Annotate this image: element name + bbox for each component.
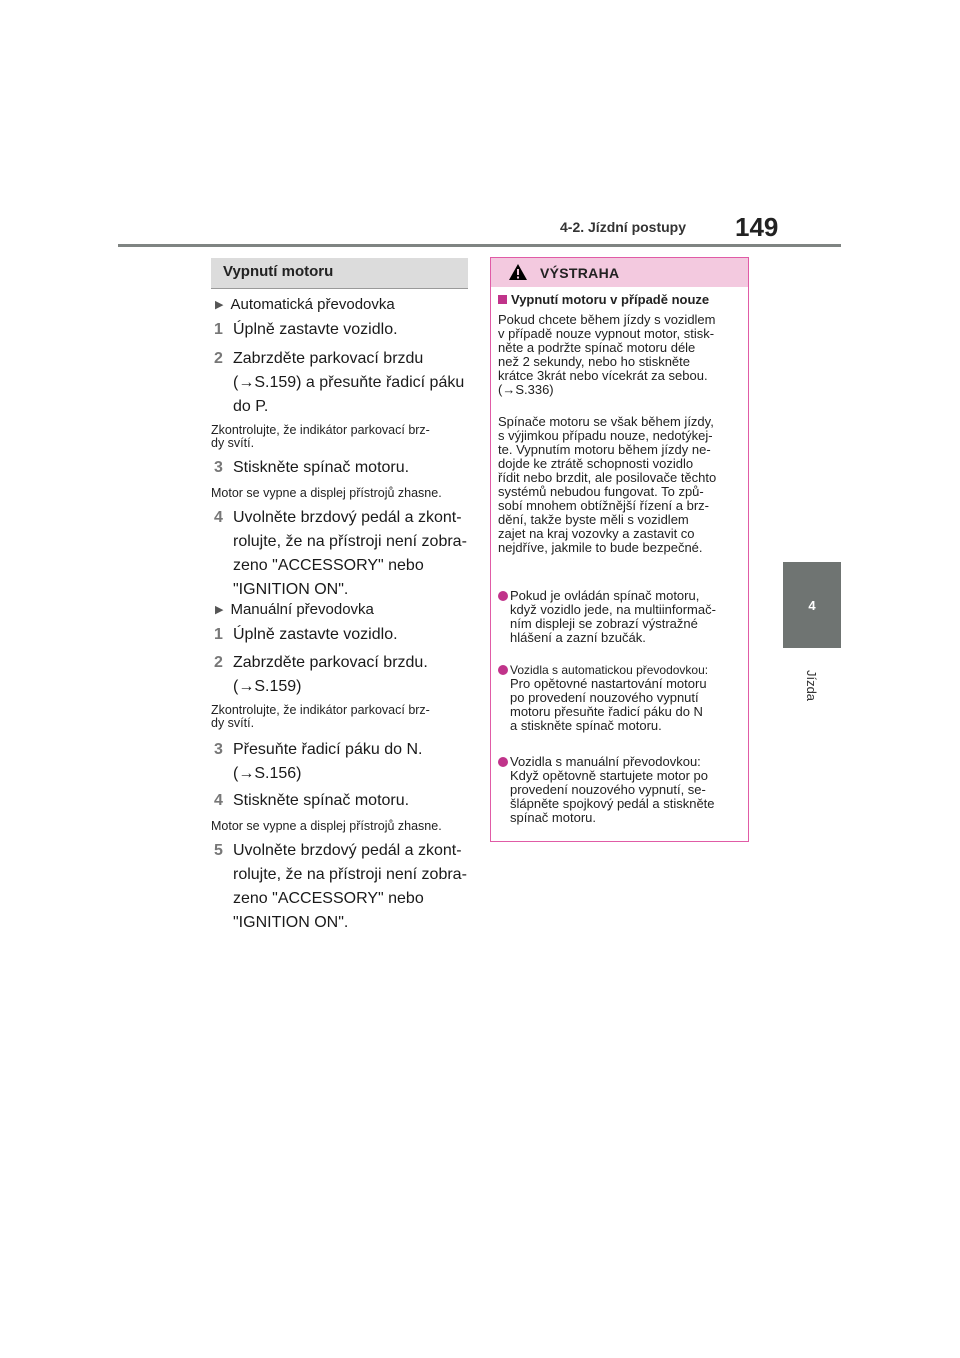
warning-line: v případě nouze vypnout motor, stisk-: [498, 326, 715, 341]
note-line: Zkontrolujte, že indikátor parkovací brz-: [211, 703, 430, 717]
warning-paragraph: [498, 415, 738, 555]
section-title: 4-2. Jízdní postupy: [560, 219, 687, 235]
step-text: Stiskněte spínač motoru.: [233, 792, 410, 809]
step-item: [214, 651, 476, 699]
warning-line: dění, takže byste měli s vozidlem: [498, 512, 689, 527]
step-number: 5: [214, 842, 223, 859]
square-bullet-icon: [498, 295, 507, 304]
warning-line: Pro opětovné nastartování motoru: [510, 676, 707, 691]
step-text: Uvolněte brzdový pedál a zkont-: [233, 842, 462, 859]
subsection-title: Manuální převodovka: [230, 601, 374, 618]
note-line: dy svítí.: [211, 436, 255, 450]
warning-line: Když opětovně startujete motor po: [510, 768, 709, 783]
warning-header: [491, 258, 748, 287]
warning-line: motoru přesuňte řadicí páku do N: [510, 704, 703, 719]
warning-line: spínač motoru.: [510, 810, 596, 825]
warning-line: hlášení a zazní bzučák.: [510, 630, 646, 645]
warning-bullet: [498, 663, 738, 733]
step-text: Přesuňte řadicí páku do N.: [233, 741, 423, 758]
warning-subheading: [498, 293, 738, 307]
warning-line: s výjimkou případu nouze, nedotýkej-: [498, 428, 713, 443]
step-number: 1: [214, 321, 223, 338]
step-text: Stiskněte spínač motoru.: [233, 459, 410, 476]
warning-line: krátce 3krát nebo vícekrát za sebou.: [498, 368, 708, 383]
note-line: Zkontrolujte, že indikátor parkovací brz-: [211, 423, 430, 437]
warning-line: po provedení nouzového vypnutí: [510, 690, 699, 705]
chapter-label-container: [784, 655, 840, 715]
step-item: [214, 347, 476, 419]
subsection-automatic: [215, 296, 395, 313]
chapter-label: Jízda: [804, 669, 820, 701]
warning-line: systémů nebudou fungovat. To způ-: [498, 484, 704, 499]
step-number: 3: [214, 741, 223, 758]
step-text: do P.: [233, 398, 269, 415]
warning-line: (→S.336): [498, 382, 554, 397]
page-number: 149: [735, 212, 779, 242]
step-text: zeno "ACCESSORY" nebo: [233, 557, 424, 574]
warning-line: šlápněte spojkový pedál a stiskněte: [510, 796, 715, 811]
step-item: [214, 738, 476, 786]
warning-line: něte a podržte spínač motoru déle: [498, 340, 696, 355]
step-number: 2: [214, 350, 223, 367]
step-text: Uvolněte brzdový pedál a zkont-: [233, 509, 462, 526]
warning-line: když vozidlo jede, na multiinformač-: [510, 602, 716, 617]
step-item: [214, 506, 476, 602]
step-item: [214, 623, 476, 647]
warning-line: provedení nouzového vypnutí, se-: [510, 782, 706, 797]
warning-line: te. Vypnutím motoru během jízdy ne-: [498, 442, 711, 457]
note-line: dy svítí.: [211, 716, 255, 730]
step-text: (→S.156): [233, 765, 302, 782]
subsection-manual: [215, 601, 374, 618]
step-item: [214, 318, 476, 342]
step-text: "IGNITION ON".: [233, 914, 349, 931]
warning-line: Vozidla s manuální převodovkou:: [510, 754, 701, 769]
header-divider: [118, 244, 841, 247]
step-text: "IGNITION ON".: [233, 581, 349, 598]
warning-line: Vozidla s automatickou převodovkou:: [510, 663, 709, 677]
warning-line: Spínače motoru se však během jízdy,: [498, 414, 714, 429]
warning-line: dojde ke ztrátě schopnosti vozidlo: [498, 456, 694, 471]
triangle-bullet-icon: ▶: [215, 299, 224, 311]
warning-title: VÝSTRAHA: [540, 265, 620, 281]
warning-line: ním displeji se zobrazí výstražné: [510, 616, 698, 631]
note-line: Motor se vypne a displej přístrojů zhasne.: [211, 486, 442, 500]
step-text: rolujte, že na přístroji není zobra-: [233, 533, 467, 550]
warning-line: řídit nebo brzdit, ale posilovače těchto: [498, 470, 717, 485]
warning-bullet: [498, 589, 738, 645]
step-text: zeno "ACCESSORY" nebo: [233, 890, 424, 907]
subsection-title: Automatická převodovka: [230, 296, 395, 313]
warning-line: Pokud chcete během jízdy s vozidlem: [498, 312, 716, 327]
warning-line: a stiskněte spínač motoru.: [510, 718, 662, 733]
warning-subheading-text: Vypnutí motoru v případě nouze: [511, 292, 710, 307]
step-number: 3: [214, 459, 223, 476]
step-item: [214, 789, 476, 813]
section-heading: Vypnutí motoru: [211, 258, 468, 289]
circle-bullet-icon: [498, 757, 508, 767]
chapter-tab: 4: [783, 562, 841, 648]
note: [211, 820, 469, 833]
circle-bullet-icon: [498, 665, 508, 675]
note: [211, 487, 469, 500]
warning-bullet: [498, 755, 738, 825]
warning-line: sobí mnohem obtížnější řízení a brz-: [498, 498, 709, 513]
note: [211, 704, 469, 730]
warning-line: zajet na kraj vozovky a zastavit co: [498, 526, 695, 541]
warning-box: [490, 257, 749, 842]
step-number: 4: [214, 792, 223, 809]
step-text: rolujte, že na přístroji není zobra-: [233, 866, 467, 883]
triangle-bullet-icon: ▶: [215, 604, 224, 616]
warning-triangle-icon: [508, 263, 528, 281]
step-number: 2: [214, 654, 223, 671]
step-text: Zabrzděte parkovací brzdu: [233, 350, 424, 367]
step-text: Zabrzděte parkovací brzdu.: [233, 654, 428, 671]
step-text: Úplně zastavte vozidlo.: [233, 626, 398, 643]
step-text: (→S.159): [233, 678, 302, 695]
circle-bullet-icon: [498, 591, 508, 601]
step-number: 1: [214, 626, 223, 643]
step-item: [214, 839, 476, 935]
note: [211, 424, 469, 450]
step-item: [214, 456, 476, 480]
step-text: Úplně zastavte vozidlo.: [233, 321, 398, 338]
warning-line: než 2 sekundy, nebo ho stiskněte: [498, 354, 690, 369]
warning-paragraph: [498, 313, 738, 397]
warning-line: nejdříve, jakmile to bude bezpečné.: [498, 540, 703, 555]
warning-line: Pokud je ovládán spínač motoru,: [510, 588, 700, 603]
step-number: 4: [214, 509, 223, 526]
step-text: (→S.159) a přesuňte řadicí páku: [233, 374, 465, 391]
note-line: Motor se vypne a displej přístrojů zhasne.: [211, 819, 442, 833]
